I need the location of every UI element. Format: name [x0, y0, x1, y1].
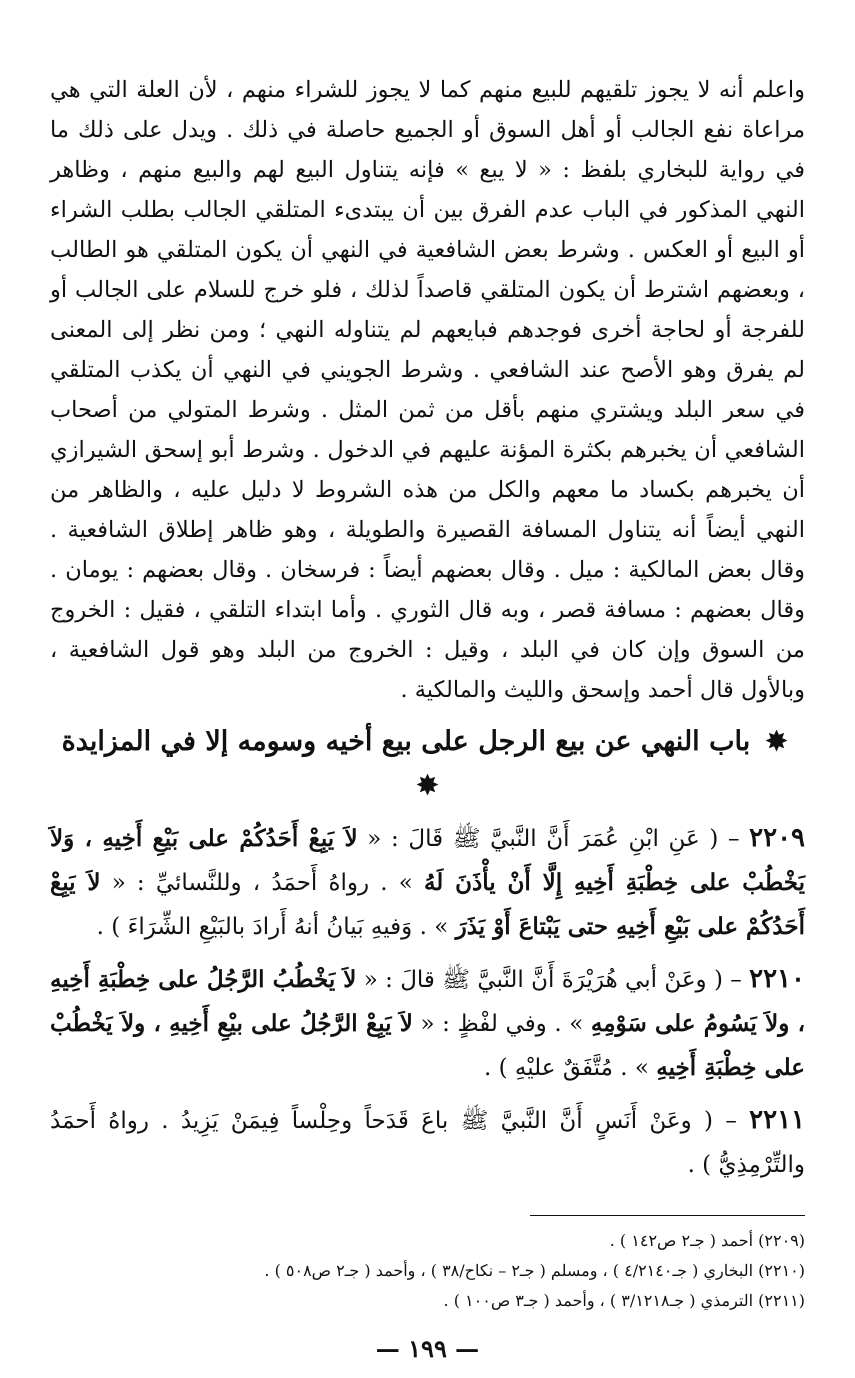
- hadith-text: – ( عَنِ ابْنِ عُمَرَ أَنَّ النَّبيَّ ﷺ قَالَ : «: [357, 826, 750, 852]
- hadith-number: ٢٢١١: [749, 1105, 805, 1135]
- hadith-text: » . رواهُ أَحمَدُ ، وللنَّسائيِّ : «: [100, 870, 424, 896]
- footnote-divider: [530, 1215, 805, 1216]
- footnote: (٢٢١١) الترمذي ( جـ٣/١٢١٨ ) ، وأحمد ( جـ٣ ص١٠٠ ) .: [443, 1291, 805, 1310]
- hadith-text: » . وفي لفْظٍ : «: [412, 1011, 591, 1037]
- chapter-heading: [50, 720, 805, 808]
- intro-paragraph: واعلم أنه لا يجوز تلقيهم للبيع منهم كما لا يجوز للشراء منهم ، لأن العلة التي هي مراعاة نفع الجالب أو أهل السوق أو الجميع حاصلة في ذلك . ويدل على ذلك ما في رواية للبخاري بلفظ : « لا يبع » فإنه يتناول البيع لهم والبيع منهم ، وظاهر النهي المذكور في الباب عدم الفرق بين أن يبتدىء المتلقي الجالب بطلب الشراء أو البيع أو العكس . وشرط بعض الشافعية في النهي أن يكون المتلقي هو الطالب ، وبعضهم اشترط أن يكون المتلقي قاصداً لذلك ، فلو خرج للسلام على الجالب أو للفرجة أو لحاجة أخرى فوجدهم فبايعهم لم يتناوله النهي ؛ ومن نظر إلى المعنى لم يفرق وهو الأصح عند الشافعي . وشرط الجويني في النهي أن يكذب المتلقي في سعر البلد ويشتري منهم بأقل من ثمن المثل . وشرط المتولي من أصحاب الشافعي أن يخبرهم بكثرة المؤنة عليهم في الدخول . وشرط أبو إسحق الشيرازي أن يخبرهم بكساد ما معهم والكل من هذه الشروط لا دليل عليه ، والظاهر من النهي أيضاً أنه يتناول المسافة القصيرة والطويلة ، وهو ظاهر إطلاق الشافعية . وقال بعض المالكية : ميل . وقال بعضهم أيضاً : فرسخان . وقال بعضهم : يومان . وقال بعضهم : مسافة قصر ، وبه قال الثوري . وأما ابتداء التلقي ، فقيل : الخروج من السوق وإن كان في البلد ، وقيل : الخروج من البلد وهو قول الشافعية ، وبالأول قال أحمد وإسحق والليث والمالكية .: [50, 77, 805, 703]
- footnotes: [50, 1226, 805, 1316]
- hadith-text-bold: لاَ يَبِعْ أَحَدُكُمْ على بَيْعِ أَخِيهِ حتى يَبْتاعَ أَوْ يَذَرَ: [50, 869, 805, 940]
- hadith-text: – ( وعَنْ أبي هُرَيْرَةَ أَنَّ النَّبيَّ ﷺ قالَ : «: [356, 967, 750, 993]
- hadith-text: » . وَفيهِ بَيانُ أنهُ أَرادَ بالبَيْعِ الشِّرَاءَ ) .: [96, 914, 456, 940]
- hadith-entry: [50, 957, 805, 1090]
- star-ornament-icon: ✸: [765, 727, 788, 757]
- hadith-text: » . مُتَّفَقٌ عليْهِ ) .: [484, 1055, 657, 1081]
- star-ornament-icon: ✸: [416, 771, 439, 801]
- hadith-number: ٢٢٠٩: [749, 823, 805, 853]
- hadith-text-bold: لاَ يَبِعْ أَحَدُكُمْ على بَيْعِ أَخِيهِ ، وَلاَ يَخْطُبْ على خِطْبَةِ أَخِيهِ إِلَّا أَنْ يأْذَنَ لَهُ: [50, 825, 805, 896]
- hadith-text: – ( وعَنْ أَنَسٍ أَنَّ النَّبيَّ ﷺ باعَ قَدَحاً وحِلْساً فِيمَنْ يَزِيدُ . رواهُ أَحمَدُ والتِّرْمِذِيُّ ) .: [50, 1108, 805, 1178]
- page-number: — ١٩٩ —: [375, 1334, 480, 1363]
- chapter-heading-text: باب النهي عن بيع الرجل على بيع أخيه وسومه إلا في المزايدة: [61, 726, 751, 757]
- hadith-entry: [50, 816, 805, 949]
- hadith-number: ٢٢١٠: [749, 964, 805, 994]
- hadith-entry: [50, 1098, 805, 1187]
- hadith-text-bold: لاَ يَخْطُبُ الرَّجُلُ على خِطْبَةِ أَخِيهِ ، ولاَ يَسُومُ على سَوْمِهِ: [50, 966, 805, 1037]
- footnote: (٢٢١٠) البخاري ( جـ٤/٢١٤٠ ) ، ومسلم ( جـ٢ – نكاح/٣٨ ) ، وأحمد ( جـ٢ ص٥٠٨ ) .: [264, 1261, 805, 1280]
- footnote: (٢٢٠٩) أحمد ( جـ٢ ص١٤٢ ) .: [609, 1231, 805, 1250]
- hadith-text-bold: لاَ يَبِعْ الرَّجُلُ على بيْعِ أَخِيهِ ، ولاَ يَخْطُبْ على خِطْبَةِ أَخِيهِ: [50, 1010, 805, 1081]
- hadith-list: [50, 816, 805, 1187]
